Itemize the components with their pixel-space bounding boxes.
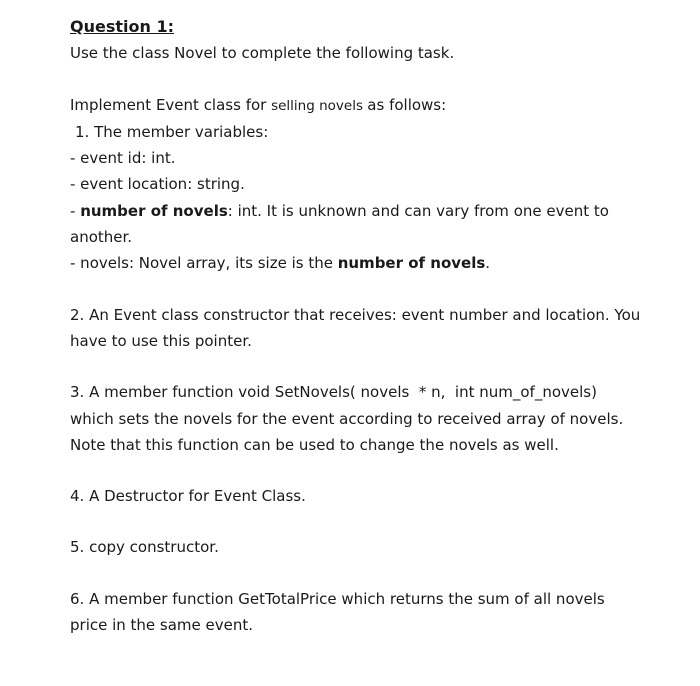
member-var-novels-suffix: . [485, 254, 491, 273]
item-2-line-2: have to use this pointer. [70, 331, 252, 350]
spacer [70, 354, 670, 379]
member-var-count-bold: number of novels [80, 201, 228, 220]
question-heading: Question 1: [70, 17, 174, 36]
item-3-line-3: Note that this function can be used to change the novels as well. [70, 435, 559, 454]
item-3-line-1: 3. A member function void SetNovels( novels * n, int num_of_novels) [70, 383, 597, 402]
spacer [70, 509, 670, 534]
member-var-count-continuation: another. [70, 228, 133, 247]
member-var-count-prefix: - [70, 201, 81, 220]
item-5-line-1: 5. copy constructor. [70, 538, 219, 557]
implement-prefix: Implement Event class for [70, 95, 272, 114]
member-var-novels [70, 250, 670, 276]
member-var-count-suffix: : int. It is unknown and can vary from one event to [227, 201, 609, 220]
item-3-line-2: which sets the novels for the event according to received array of novels. [70, 409, 624, 428]
member-var-location: - event location: string. [70, 175, 245, 194]
member-var-novels-prefix: - novels: Novel array, its size is the [70, 254, 338, 273]
member-var-novels-bold: number of novels [337, 254, 486, 273]
implement-instruction [70, 92, 670, 119]
item-2-line-1: 2. An Event class constructor that receives: event number and location. You [70, 305, 641, 324]
spacer [70, 458, 670, 483]
item-6-line-1: 6. A member function GetTotalPrice which returns the sum of all novels [70, 589, 605, 608]
implement-suffix: as follows: [367, 95, 447, 114]
item-1-title: 1. The member variables: [75, 122, 269, 141]
spacer [70, 561, 670, 586]
implement-small-text: selling novels [271, 97, 368, 114]
question-intro: Use the class Novel to complete the following task. [70, 44, 455, 63]
spacer [70, 277, 670, 302]
item-4-line-1: 4. A Destructor for Event Class. [70, 487, 306, 506]
member-var-count [70, 198, 670, 224]
question-document [70, 14, 670, 638]
spacer [70, 67, 670, 92]
item-6-line-2: price in the same event. [70, 616, 254, 635]
member-var-id: - event id: int. [70, 149, 176, 168]
